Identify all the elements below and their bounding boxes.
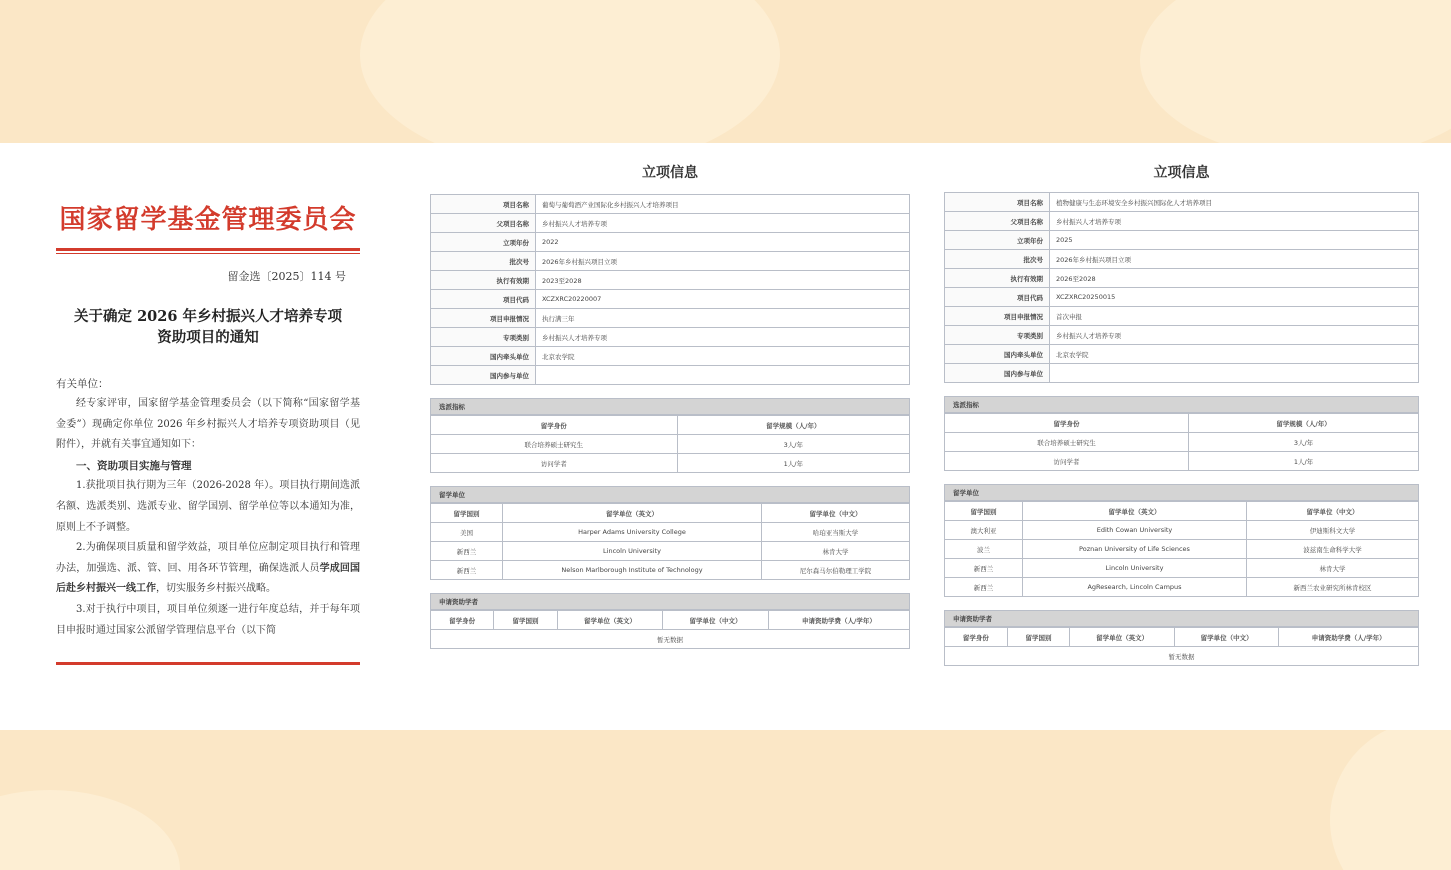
table-cell: 联合培养硕士研究生 (945, 433, 1189, 452)
field-label: 批次号 (945, 250, 1050, 269)
table-header-row (945, 628, 1419, 647)
field-label: 国内牵头单位 (431, 347, 536, 366)
column-header: 留学规模（人/年） (1189, 414, 1419, 433)
field-value: 执行满三年 (536, 309, 910, 328)
field-row (945, 193, 1419, 212)
letter-bottom-red-line (56, 662, 360, 665)
column-header: 留学国别 (1007, 628, 1070, 647)
table-cell: 1人/年 (1189, 452, 1419, 471)
table-row (945, 559, 1419, 578)
field-label: 立项年份 (945, 231, 1050, 250)
field-value: 植物健康与生态环境安全乡村振兴国际化人才培养项目 (1050, 193, 1419, 212)
table-cell: 林肯大学 (762, 542, 910, 561)
table-header-row (945, 502, 1419, 521)
units-section-header: 留学单位 (944, 484, 1419, 501)
field-value: 2022 (536, 233, 910, 252)
field-row (431, 347, 910, 366)
table-cell: 新西兰 (945, 559, 1023, 578)
table-row (945, 540, 1419, 559)
letter-salutation: 有关单位： (56, 378, 109, 390)
column-header: 留学单位（英文） (503, 504, 762, 523)
field-row (945, 345, 1419, 364)
background-blob (0, 790, 180, 870)
project-fields-table (944, 192, 1419, 383)
field-value: 2026年乡村振兴项目立项 (536, 252, 910, 271)
table-cell: Harper Adams University College (503, 523, 762, 542)
project-info-sheet-2 (944, 161, 1419, 666)
quota-section-header: 选派指标 (430, 398, 910, 415)
project-fields-table (430, 194, 910, 385)
field-value: 2023至2028 (536, 271, 910, 290)
column-header: 留学身份 (945, 414, 1189, 433)
table-cell: 伊迪斯科文大学 (1247, 521, 1419, 540)
students-table (430, 610, 910, 649)
field-label: 执行有效期 (945, 269, 1050, 288)
table-cell: 访问学者 (431, 454, 678, 473)
official-notice-letter (56, 200, 360, 641)
table-cell: 新西兰农业研究所林肯校区 (1247, 578, 1419, 597)
table-header-row (431, 504, 910, 523)
column-header: 留学身份 (431, 416, 678, 435)
field-row (431, 309, 910, 328)
field-label: 国内牵头单位 (945, 345, 1050, 364)
bottom-background-band (0, 730, 1451, 870)
table-cell: AgResearch, Lincoln Campus (1023, 578, 1247, 597)
field-value: 乡村振兴人才培养专项 (1050, 212, 1419, 231)
field-label: 项目申报情况 (945, 307, 1050, 326)
table-cell: 3人/年 (677, 435, 909, 454)
table-row (945, 452, 1419, 471)
column-header: 留学国别 (945, 502, 1023, 521)
units-table (430, 503, 910, 580)
document-number: 留金选〔2025〕114 号 (227, 270, 346, 283)
table-cell: 波兰 (945, 540, 1023, 559)
column-header: 申请资助学费（人/学年） (1279, 628, 1419, 647)
sheet-title: 立项信息 (1153, 165, 1210, 181)
column-header: 留学身份 (945, 628, 1008, 647)
table-row (431, 454, 910, 473)
field-row (431, 328, 910, 347)
column-header: 留学单位（英文） (1070, 628, 1174, 647)
quota-section-header: 选派指标 (944, 396, 1419, 413)
table-row (431, 561, 910, 580)
field-row (431, 366, 910, 385)
field-value: 2026年乡村振兴项目立项 (1050, 250, 1419, 269)
table-cell: 哈珀亚当斯大学 (762, 523, 910, 542)
letter-paragraph (56, 538, 360, 600)
table-row (945, 521, 1419, 540)
table-cell: 新西兰 (431, 561, 503, 580)
field-value: 乡村振兴人才培养专项 (1050, 326, 1419, 345)
table-row (945, 647, 1419, 666)
field-row (945, 364, 1419, 383)
field-label: 国内参与单位 (945, 364, 1050, 383)
table-cell: Lincoln University (503, 542, 762, 561)
field-row (431, 195, 910, 214)
table-cell: 澳大利亚 (945, 521, 1023, 540)
field-value: 2025 (1050, 231, 1419, 250)
field-label: 项目代码 (945, 288, 1050, 307)
letterhead-red-line (56, 248, 360, 251)
field-value: XCZXRC20250015 (1050, 288, 1419, 307)
field-label: 国内参与单位 (431, 366, 536, 385)
field-row (945, 269, 1419, 288)
table-cell: Poznan University of Life Sciences (1023, 540, 1247, 559)
table-cell: Edith Cowan University (1023, 521, 1247, 540)
field-row (431, 233, 910, 252)
field-value: 葡萄与葡萄酒产业国际化乡村振兴人才培养项目 (536, 195, 910, 214)
column-header: 留学单位（中文） (663, 611, 769, 630)
table-cell: 波兹南生命科学大学 (1247, 540, 1419, 559)
field-row (945, 307, 1419, 326)
field-row (945, 212, 1419, 231)
field-row (431, 271, 910, 290)
field-label: 项目申报情况 (431, 309, 536, 328)
column-header: 留学单位（中文） (1174, 628, 1278, 647)
table-cell: 林肯大学 (1247, 559, 1419, 578)
table-row (945, 433, 1419, 452)
table-row (431, 523, 910, 542)
paragraph-text: ，切实服务乡村振兴战略。 (156, 583, 276, 595)
field-label: 父项目名称 (945, 212, 1050, 231)
column-header: 留学规模（人/年） (677, 416, 909, 435)
table-header-row (431, 416, 910, 435)
units-table (944, 501, 1419, 597)
field-value: XCZXRC20220007 (536, 290, 910, 309)
table-cell: 3人/年 (1189, 433, 1419, 452)
field-value (536, 366, 910, 385)
letter-title-line2: 资助项目的通知 (157, 329, 259, 346)
field-row (945, 250, 1419, 269)
column-header: 申请资助学费（人/学年） (768, 611, 909, 630)
field-value: 北京农学院 (536, 347, 910, 366)
table-cell: 1人/年 (677, 454, 909, 473)
table-cell: 尼尔森马尔伯勒理工学院 (762, 561, 910, 580)
paragraph-text: 2.为确保项目质量和留学效益，项目单位应制定项目执行和管理办法，加强选、派、管、回、用各环节管理，确保选派人员 (56, 542, 360, 574)
field-row (945, 326, 1419, 345)
field-value: 2026至2028 (1050, 269, 1419, 288)
table-cell: 美国 (431, 523, 503, 542)
table-cell: 新西兰 (431, 542, 503, 561)
paragraph-emphasis: 学成回国后赴乡村振兴一线工作 (56, 562, 361, 595)
empty-state: 暂无数据 (431, 630, 910, 649)
letter-paragraph: 1.获批项目执行期为三年（2026-2028 年）。项目执行期间选派名额、选派类别、选派专业、留学国别、留学单位等以本通知为准，原则上不予调整。 (56, 480, 360, 533)
field-label: 父项目名称 (431, 214, 536, 233)
column-header: 留学单位（中文） (1247, 502, 1419, 521)
quota-table (944, 413, 1419, 471)
background-blob (1330, 730, 1451, 870)
column-header: 留学单位（英文） (1023, 502, 1247, 521)
field-row (945, 288, 1419, 307)
sheet-title: 立项信息 (642, 165, 698, 181)
letter-section-heading: 一、资助项目实施与管理 (76, 459, 192, 472)
letter-title (56, 306, 360, 348)
table-row (431, 630, 910, 649)
quota-table (430, 415, 910, 473)
field-label: 立项年份 (431, 233, 536, 252)
table-cell: 联合培养硕士研究生 (431, 435, 678, 454)
field-label: 批次号 (431, 252, 536, 271)
top-background-band (0, 0, 1451, 143)
field-label: 专项类别 (945, 326, 1050, 345)
table-cell: 访问学者 (945, 452, 1189, 471)
letterhead-red-line-thin (56, 253, 360, 254)
field-label: 项目代码 (431, 290, 536, 309)
column-header: 留学单位（英文） (557, 611, 663, 630)
project-info-sheet-1 (430, 161, 910, 649)
field-row (945, 231, 1419, 250)
column-header: 留学身份 (431, 611, 494, 630)
field-value: 乡村振兴人才培养专项 (536, 328, 910, 347)
empty-state: 暂无数据 (945, 647, 1419, 666)
students-table (944, 627, 1419, 666)
column-header: 留学国别 (431, 504, 503, 523)
table-header-row (431, 611, 910, 630)
background-blob (1140, 0, 1451, 143)
table-row (431, 542, 910, 561)
field-label: 项目名称 (945, 193, 1050, 212)
table-cell: Nelson Marlborough Institute of Technology (503, 561, 762, 580)
field-label: 项目名称 (431, 195, 536, 214)
table-row (945, 578, 1419, 597)
issuing-organization: 国家留学基金管理委员会 (59, 205, 357, 235)
units-section-header: 留学单位 (430, 486, 910, 503)
field-row (431, 290, 910, 309)
students-section-header: 申请资助学者 (430, 593, 910, 610)
letter-paragraph: 3.对于执行中项目，项目单位须逐一进行年度总结，并于每年项目申报时通过国家公派留学管理信息平台（以下简 (56, 603, 360, 636)
field-label: 专项类别 (431, 328, 536, 347)
table-row (431, 435, 910, 454)
field-label: 执行有效期 (431, 271, 536, 290)
students-section-header: 申请资助学者 (944, 610, 1419, 627)
table-cell: Lincoln University (1023, 559, 1247, 578)
field-row (431, 214, 910, 233)
column-header: 留学国别 (494, 611, 557, 630)
field-row (431, 252, 910, 271)
field-value (1050, 364, 1419, 383)
table-header-row (945, 414, 1419, 433)
column-header: 留学单位（中文） (762, 504, 910, 523)
background-blob (360, 0, 780, 143)
field-value: 乡村振兴人才培养专项 (536, 214, 910, 233)
table-cell: 新西兰 (945, 578, 1023, 597)
field-value: 首次申报 (1050, 307, 1419, 326)
letter-paragraph: 经专家评审，国家留学基金管理委员会（以下简称“国家留学基金委”）现确定你单位 2026 年乡村振兴人才培养专项资助项目（见附件），并就有关事宜通知如下： (56, 398, 360, 451)
field-value: 北京农学院 (1050, 345, 1419, 364)
letter-title-line1: 关于确定 2026 年乡村振兴人才培养专项 (74, 308, 342, 325)
